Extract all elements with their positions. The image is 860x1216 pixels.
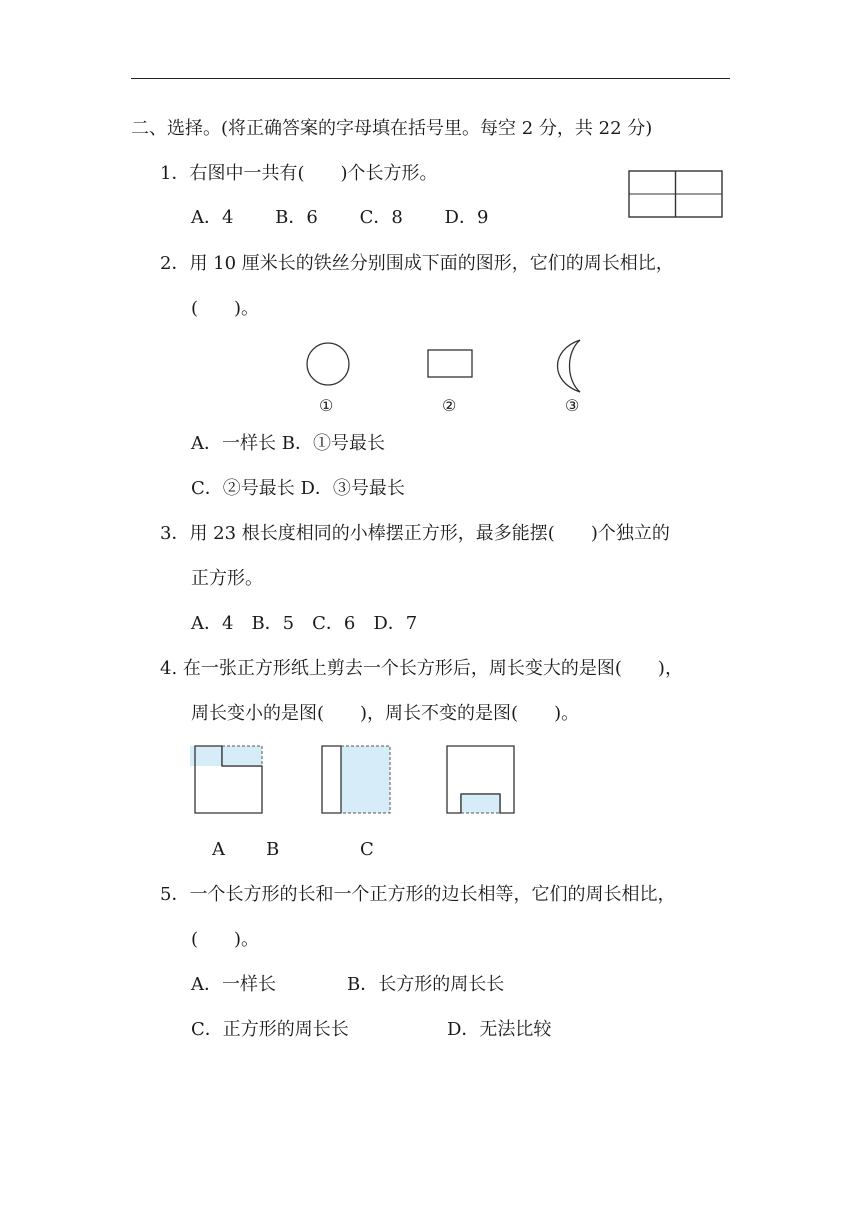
q3-stem-line1: 3．用 23 根长度相同的小棒摆正方形，最多能摆( )个独立的	[160, 523, 670, 544]
q4-stem-line1: 4. 在一张正方形纸上剪去一个长方形后，周长变大的是图( )，	[160, 658, 683, 679]
section-heading: 二、选择。(将正确答案的字母填在括号里。每空 2 分，共 22 分)	[131, 118, 653, 139]
q2-shapes-figure	[300, 336, 600, 396]
q2-shape-label-2: ②	[442, 396, 457, 415]
q3-stem-line2: 正方形。	[191, 568, 263, 589]
q1-stem: 1．右图中一共有( )个长方形。	[160, 163, 438, 184]
q5-stem-line2: ( )。	[191, 929, 260, 950]
q2-options-line2: C．②号最长 D．③号最长	[191, 478, 405, 499]
q5-option-b: B．长方形的周长长	[347, 974, 505, 995]
q2-shape-label-3: ③	[565, 396, 580, 415]
q2-rectangle-shape	[428, 350, 472, 377]
q5-option-d: D．无法比较	[447, 1019, 552, 1040]
q2-circle-shape	[307, 343, 349, 385]
q2-shape-label-1: ①	[319, 396, 334, 415]
q4-figure-c	[447, 746, 514, 813]
q2-stem-line2: ( )。	[191, 298, 260, 319]
q2-crescent-shape	[558, 340, 581, 392]
q1-rectangle-grid-figure	[628, 170, 724, 218]
q5-stem-line1: 5．一个长方形的长和一个正方形的边长相等，它们的周长相比，	[160, 884, 676, 905]
q4-figure-label-a: A	[212, 839, 225, 860]
q2-stem-line1: 2．用 10 厘米长的铁丝分别围成下面的图形，它们的周长相比，	[160, 253, 674, 274]
top-rule	[131, 78, 730, 79]
q4-cut-figures	[190, 742, 520, 818]
q4-figure-label-c: C	[360, 839, 374, 860]
q5-option-c: C．正方形的周长长	[191, 1019, 349, 1040]
q2-options-line1: A．一样长 B．①号最长	[191, 433, 385, 454]
q4-figure-a	[190, 746, 262, 813]
q3-options: A．4 B．5 C．6 D．7	[191, 613, 418, 634]
q4-stem-line2: 周长变小的是图( )，周长不变的是图( )。	[191, 703, 580, 724]
q1-options: A．4 B．6 C．8 D．9	[191, 207, 489, 228]
q4-figure-label-b: B	[266, 839, 280, 860]
q5-option-a: A．一样长	[191, 974, 276, 995]
q4-figure-b	[322, 746, 390, 813]
